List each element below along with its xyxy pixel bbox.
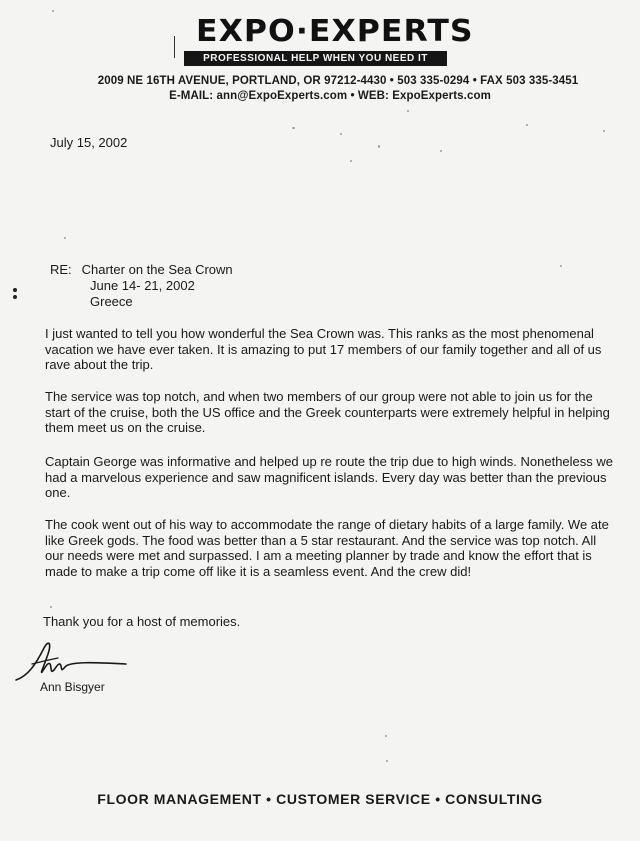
company-logo: EXPO·EXPERTS [196, 14, 474, 49]
re-block [50, 262, 233, 310]
scan-speck [350, 160, 352, 162]
re-location: Greece [90, 294, 133, 309]
body-paragraph-3: Captain George was informative and helped up re route the trip due to high winds. Nonetheless we had a marvelous experience and saw magnificent islands. Every day was better than the previous one. [45, 454, 614, 500]
scan-speck [340, 133, 342, 135]
scan-speck [50, 606, 52, 608]
closing-line: Thank you for a host of memories. [43, 614, 241, 629]
body-paragraph-1: I just wanted to tell you how wonderful the Sea Crown was. This ranks as the most phenomenal vacation we have ever taken. It is amazing to put 17 members of our family together and all of us rave about the trip. [45, 326, 602, 372]
re-subject: Charter on the Sea Crown [81, 262, 233, 277]
re-label: RE: [50, 262, 72, 277]
scan-speck [292, 127, 295, 129]
re-line-1 [50, 262, 233, 278]
scan-speck [560, 265, 562, 267]
scan-speck [407, 110, 409, 112]
company-contact: E-MAIL: ann@ExpoExperts.com • WEB: ExpoExperts.com [169, 90, 491, 102]
scan-speck [52, 10, 54, 12]
letter-date: July 15, 2002 [50, 135, 128, 150]
signer-name: Ann Bisgyer [40, 680, 105, 694]
body-paragraph-4: The cook went out of his way to accommodate the range of dietary habits of a large family. We ate like Greek gods. The food was better than a 5 star restaurant. And the service was top notch. All our needs were met and surpassed. I am a meeting planner by trade and know the effort that is made to make a trip come off like it is a seamless event. And the crew did! [45, 517, 609, 579]
company-tagline: PROFESSIONAL HELP WHEN YOU NEED IT [184, 51, 447, 66]
scan-speck [378, 145, 380, 148]
letterhead-divider [174, 36, 175, 58]
scan-speck [64, 237, 66, 239]
scan-speck [385, 735, 387, 737]
scan-speck [386, 760, 388, 762]
letterhead-footer: FLOOR MANAGEMENT • CUSTOMER SERVICE • CONSULTING [97, 791, 543, 807]
margin-marks [13, 288, 18, 300]
scan-speck [526, 124, 528, 126]
body-paragraph-2: The service was top notch, and when two members of our group were not able to join us for the start of the cruise, both the US office and the Greek counterparts were extremely helpful in helping them meet us on the cruise. [45, 389, 610, 435]
company-address: 2009 NE 16TH AVENUE, PORTLAND, OR 97212-4430 • 503 335-0294 • FAX 503 335-3451 [97, 75, 579, 87]
re-dates: June 14- 21, 2002 [90, 278, 195, 293]
scan-speck [440, 150, 442, 152]
scan-speck [603, 130, 605, 132]
